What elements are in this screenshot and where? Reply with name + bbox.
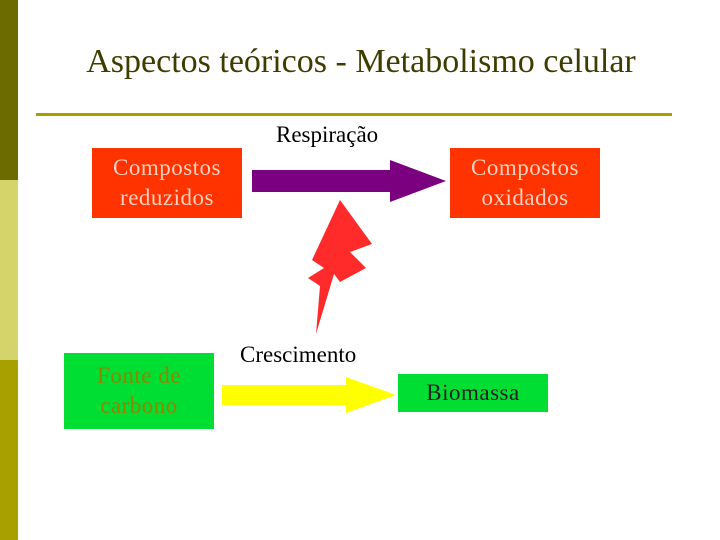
reduced-compounds-box (92, 148, 242, 218)
slide-sidebar (0, 0, 18, 540)
carbon-source-line1: Fonte de (97, 363, 181, 388)
growth-label: Crescimento (240, 342, 357, 367)
slide-title: Aspectos teóricos - Metabolismo celular (86, 43, 636, 80)
reduced-compounds-line2: reduzidos (120, 185, 214, 210)
carbon-source-box (64, 353, 214, 429)
oxidized-compounds-box (450, 148, 600, 218)
respiration-label: Respiração (276, 122, 379, 147)
biomass-label: Biomassa (426, 380, 520, 405)
carbon-source-line2: carbono (100, 393, 178, 418)
sidebar-segment-top (0, 0, 18, 180)
sidebar-segment-middle (0, 180, 18, 360)
growth-arrow (222, 377, 396, 413)
sidebar-segment-bottom (0, 360, 18, 540)
oxidized-compounds-line2: oxidados (481, 185, 569, 210)
reduced-compounds-line1: Compostos (112, 155, 222, 180)
biomass-box (398, 374, 548, 412)
title-underline (36, 113, 672, 116)
oxidized-compounds-line1: Compostos (470, 155, 580, 180)
lightning-bolt-icon (286, 200, 372, 334)
respiration-arrow (252, 160, 446, 202)
